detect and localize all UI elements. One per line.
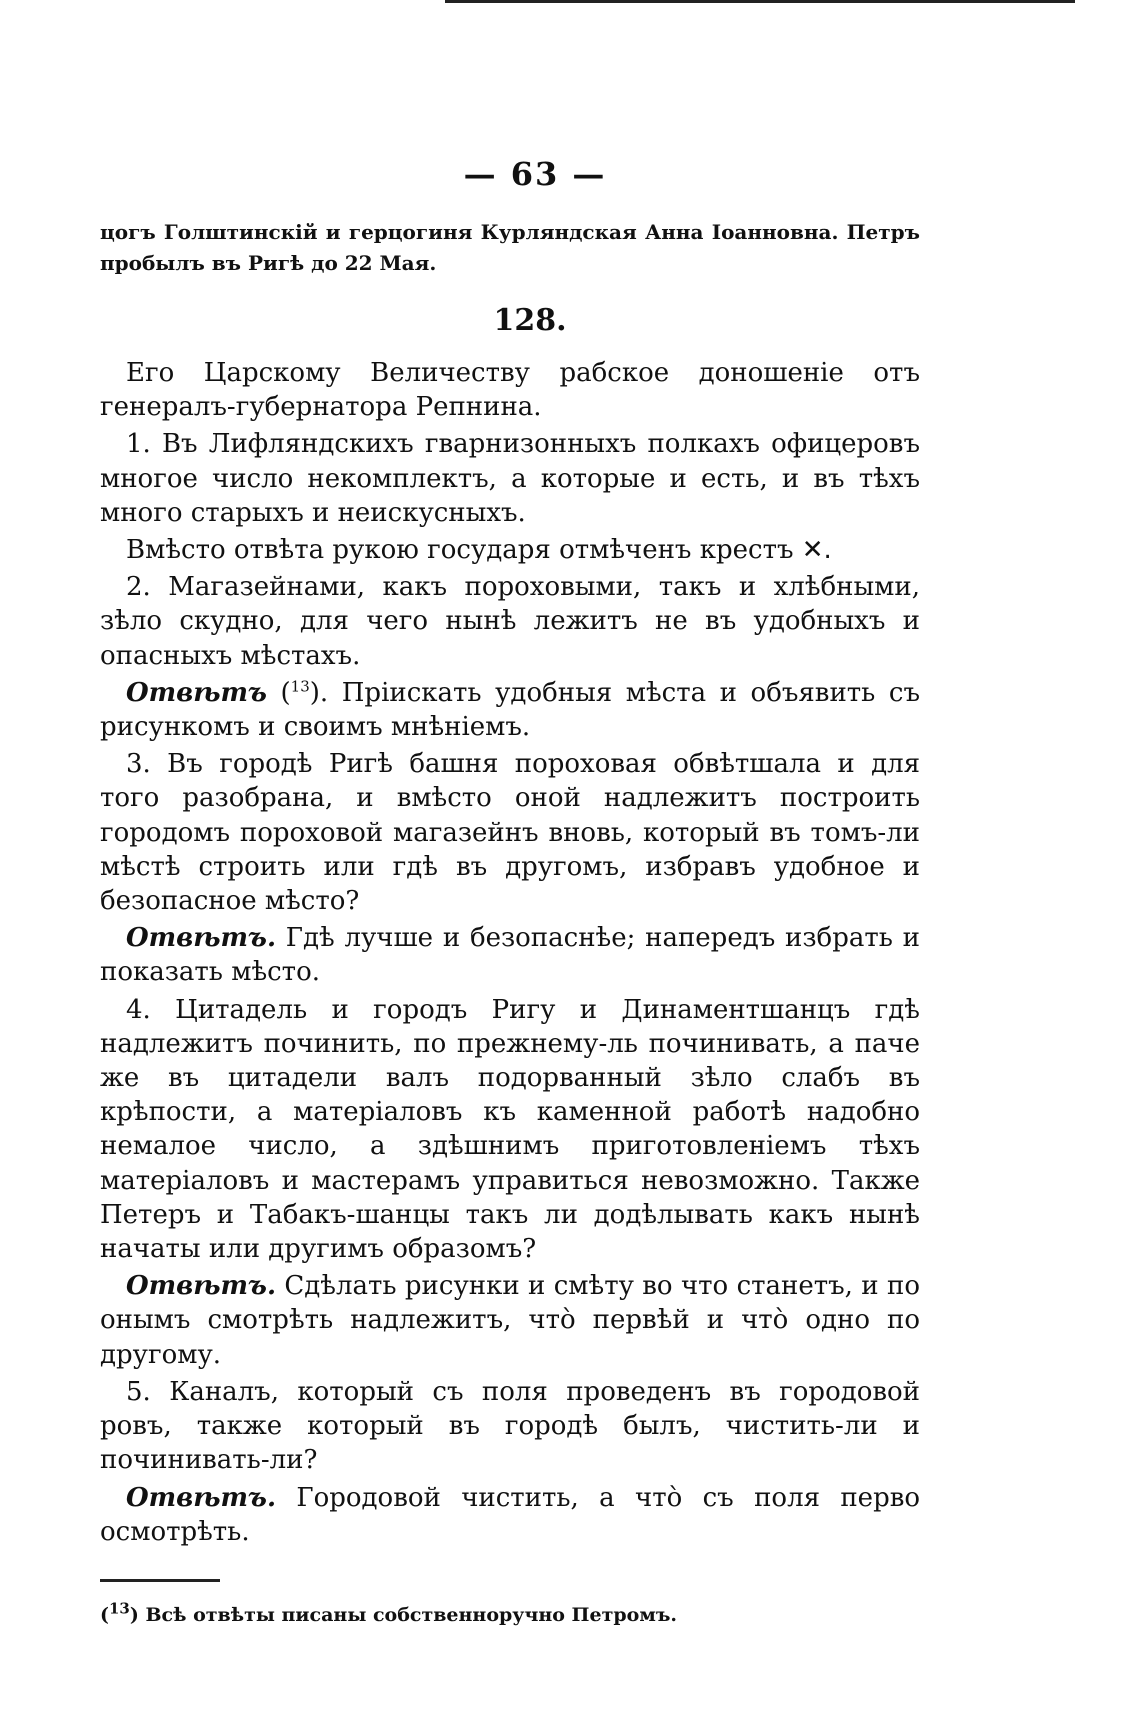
- page-number: — 63 —: [463, 155, 607, 193]
- footnote-divider: [100, 1579, 220, 1582]
- answer-label: Отвѣтъ.: [126, 1482, 276, 1513]
- footnote-ref: 13: [290, 677, 310, 696]
- answer-3: [100, 921, 920, 989]
- cross-note-text: Вмѣсто отвѣта рукою государя отмѣченъ крестъ: [126, 535, 794, 566]
- item-2-text: 2. Магазейнами, какъ пороховыми, такъ и хлѣбными, зѣло скудно, для чего нынѣ лежитъ не въ удобныхъ и опасныхъ мѣстахъ.: [100, 572, 920, 671]
- item-3: [100, 747, 920, 918]
- answer-5-text: Городовой чистить, а что̀ съ поля перво осмотрѣть.: [100, 1482, 921, 1547]
- document-number: 128.: [493, 303, 567, 338]
- answer-4-text: Сдѣлать рисунки и смѣту во что станетъ, и по онымъ смотрѣть надлежитъ, что̀ первѣй и что̀ одно по другому.: [100, 1271, 921, 1370]
- answer-3-text: Гдѣ лучше и безопаснѣе; напередъ избрать и показать мѣсто.: [100, 923, 921, 988]
- item-4: [100, 993, 920, 1267]
- item-2: [100, 570, 920, 673]
- answer-5: [100, 1481, 920, 1549]
- page-body: [100, 155, 920, 1626]
- item-3-text: 3. Въ городѣ Ригѣ башня пороховая обвѣтшала и для того разобрана, и вмѣсто оной надлежитъ построить городомъ пороховой магазейнъ вновь, который въ томъ-ли мѣстѣ строить или гдѣ въ другомъ, избравъ удобное и безопасное мѣсто?: [100, 749, 920, 917]
- answer-2: Отвѣтъ ($^{13}$). Пріискать удобныя мѣста и объявить съ рисункомъ и своимъ мнѣніемъ.: [100, 677, 920, 743]
- answer-2-text: . Пріискать удобныя мѣста и объявить съ рисункомъ и своимъ мнѣніемъ.: [100, 677, 920, 743]
- item-1-text: 1. Въ Лифляндскихъ гварнизонныхъ полкахъ офицеровъ многое число некомплектъ, а которые и есть, и въ тѣхъ много старыхъ и неискусныхъ.: [100, 429, 920, 528]
- answer-label: Отвѣтъ: [126, 677, 267, 708]
- top-edge-rule: [445, 0, 1075, 3]
- cross-mark-icon: ✕.: [801, 535, 832, 566]
- cross-note: [100, 533, 920, 567]
- item-5-text: 5. Каналъ, который съ поля проведенъ въ городовой ровъ, также который въ городѣ былъ, чистить-ли и починивать-ли?: [100, 1376, 920, 1476]
- answer-4: [100, 1269, 920, 1372]
- footnote-text: Всѣ отвѣты писаны собственноручно Петромъ.: [145, 1603, 678, 1626]
- item-5: [100, 1375, 920, 1478]
- item-1: [100, 427, 920, 530]
- answer-label: Отвѣтъ.: [126, 923, 276, 954]
- continuation-text: цогъ Голштинскій и герцогиня Курляндская Анна Іоанновна. Петръ пробылъ въ Ригѣ до 22 Мая.: [100, 220, 920, 275]
- report-intro: Его Царскому Величеству рабское доношеніе отъ генералъ-губернатора Репнина.: [100, 358, 920, 423]
- answer-label: Отвѣтъ.: [126, 1271, 276, 1302]
- footnote-number: 13: [109, 1599, 130, 1618]
- item-4-text: 4. Цитадель и городъ Ригу и Динаментшанцъ гдѣ надлежитъ починить, по прежнему-ль починивать, а паче же въ цитадели валъ подорванный зѣло слабъ въ крѣпости, а матеріаловъ къ каменной работѣ надобно немалое число, а здѣшнимъ приготовленіемъ тѣхъ матеріаловъ и мастерамъ управиться невозможно. Также Петеръ и Табакъ-шанцы такъ ли додѣлывать какъ нынѣ начаты или другимъ образомъ?: [100, 994, 920, 1265]
- footnote: ($^{13}$) Всѣ отвѣты писаны собственноручно Петромъ.: [100, 1599, 678, 1626]
